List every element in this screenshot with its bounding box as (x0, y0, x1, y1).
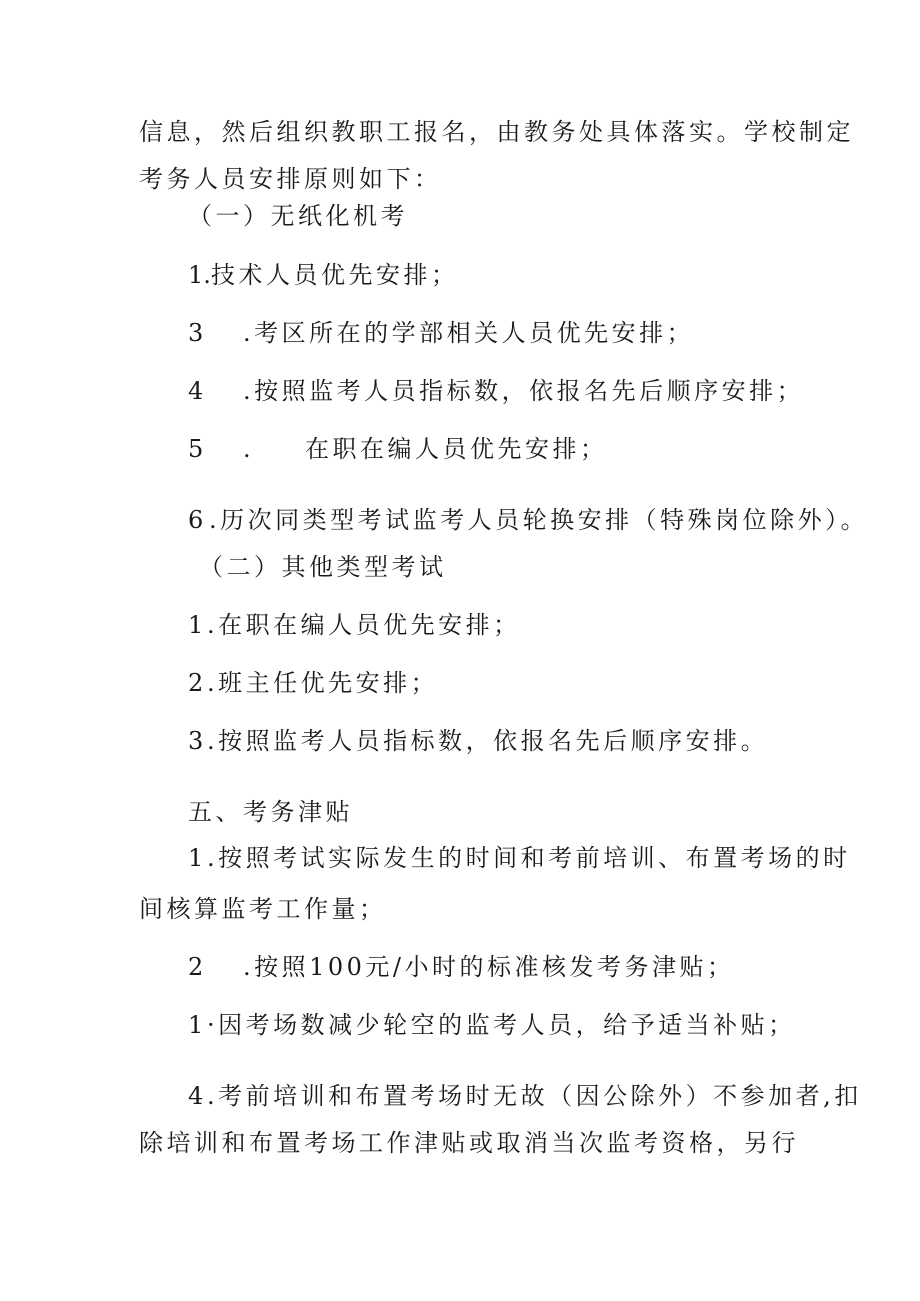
item-dot: . (243, 435, 251, 463)
item-text: .按照100元/小时的标准核发考务津贴； (243, 953, 735, 981)
item-text: 技术人员优先安排； (211, 261, 459, 289)
item-number: 1. (188, 261, 211, 289)
item-text: ·因考场数减少轮空的监考人员，给予适当补贴； (207, 1011, 796, 1039)
item-text: .历次同类型考试监考人员轮换安排（特殊岗位除外）。 (209, 506, 869, 534)
item-number: 3 (188, 319, 204, 347)
item-number: 1 (188, 1011, 204, 1039)
item-number: 1 (188, 611, 204, 639)
item-text: .班主任优先安排； (207, 669, 439, 697)
section-heading-allowance: 五、考务津贴 (188, 798, 353, 826)
item-text: 在职在编人员优先安排； (305, 435, 608, 463)
item-number: 5 (188, 435, 204, 463)
item-text-continued: 间核算监考工作量； (139, 895, 387, 923)
item-text: .考区所在的学部相关人员优先安排； (243, 319, 695, 347)
item-number: 2 (188, 953, 204, 981)
item-text: .在职在编人员优先安排； (207, 611, 521, 639)
item-number: 4 (188, 377, 204, 405)
item-number: 4 (188, 1082, 204, 1110)
paragraph-line: 考务人员安排原则如下： (139, 165, 442, 193)
item-number: 2 (188, 669, 204, 697)
item-number: 3 (188, 727, 204, 755)
section-heading-paperless: （一）无纸化机考 (188, 202, 408, 230)
item-text: .按照监考人员指标数，依报名先后顺序安排； (243, 377, 805, 405)
item-text: .按照考试实际发生的时间和考前培训、布置考场的时 (207, 844, 851, 872)
item-text-continued: 除培训和布置考场工作津贴或取消当次监考资格，另行 (139, 1129, 799, 1157)
paragraph-line: 信息，然后组织教职工报名，由教务处具体落实。学校制定 (139, 118, 854, 146)
item-number: 1 (188, 844, 204, 872)
item-number: 6 (188, 506, 204, 534)
item-text: .考前培训和布置考场时无故（因公除外）不参加者,扣 (207, 1082, 862, 1110)
item-text: .按照监考人员指标数，依报名先后顺序安排。 (207, 727, 769, 755)
section-heading-other: （二）其他类型考试 (199, 553, 447, 581)
